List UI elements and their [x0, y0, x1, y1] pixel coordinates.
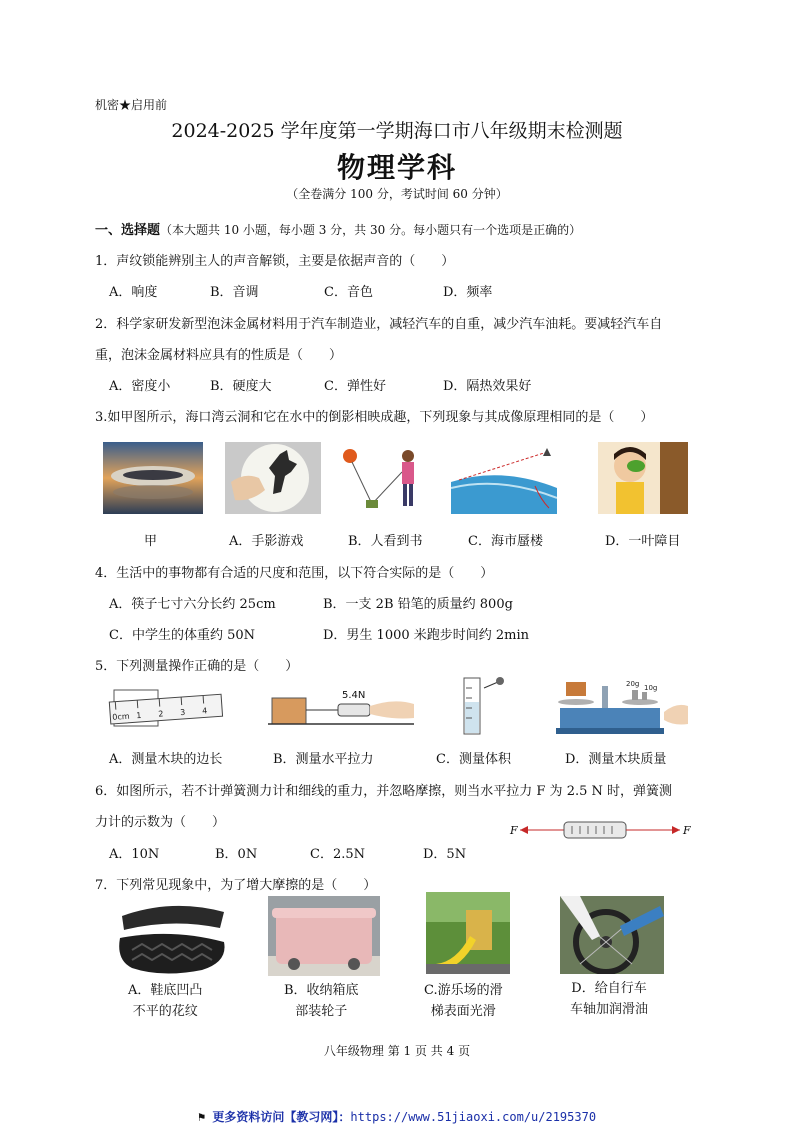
flag-icon: ⚑: [197, 1110, 206, 1124]
exam-title: 2024-2025 学年度第一学期海口市八年级期末检测题: [171, 120, 623, 142]
q7-option-d: [570, 978, 648, 1020]
q6-force-label: F: [683, 824, 691, 837]
q7-option-c: [424, 980, 503, 1022]
q1-option-a: A．响度: [109, 285, 158, 300]
q6-force-label: F: [510, 824, 518, 837]
q5-weight-label: 20g: [626, 680, 640, 688]
q5-option-d: D．测量木块质量: [565, 752, 667, 767]
q1-stem: 1．声纹锁能辨别主人的声音解锁，主要是依据声音的（ ）: [95, 254, 455, 269]
q6-option-c: C．2.5N: [310, 847, 365, 862]
q2-option-b: B．硬度大: [210, 379, 272, 394]
page-number: 八年级物理 第 1 页 共 4 页: [323, 1044, 471, 1058]
q2-option-c: C．弹性好: [324, 379, 386, 394]
q5-spring-reading: 5.4N: [342, 690, 366, 701]
q3-fig-jia-building: [103, 442, 203, 514]
q6-fig-spring-scale: [508, 814, 694, 844]
q5-ruler-tick: 3: [179, 707, 186, 718]
q6-option-b: B．0N: [215, 847, 258, 862]
q5-fig-cylinder: [458, 672, 506, 736]
q7-fig-storage-box: [268, 896, 380, 976]
q6-stem-line1: 6．如图所示，若不计弹簧测力计和细线的重力，并忽略摩擦，则当水平拉力 F 为 2.5 N 时，弹簧测: [95, 784, 673, 799]
exam-note: （全卷满分 100 分，考试时间 60 分钟）: [286, 187, 508, 201]
q3-option-b: B．人看到书: [348, 534, 423, 549]
q5-ruler-tick: 4: [201, 706, 208, 716]
q7-fig-bike-axle: [560, 896, 664, 974]
q7-option-b: [284, 980, 359, 1022]
q6-stem-line2: 力计的示数为（ ）: [95, 815, 226, 830]
q7-option-b-line1: B．收纳箱底: [284, 983, 359, 998]
q7-stem: 7．下列常见现象中，为了增大摩擦的是（ ）: [95, 878, 377, 893]
q3-option-a: A．手影游戏: [229, 534, 304, 549]
q5-fig-balance: [552, 672, 688, 738]
q5-option-a: A．测量木块的边长: [109, 752, 223, 767]
q2-stem-line1: 2．科学家研发新型泡沫金属材料用于汽车制造业，减轻汽车的自重，减少汽车油耗。要减轻汽车自: [95, 317, 663, 332]
q2-option-d: D．隔热效果好: [443, 379, 532, 394]
q7-option-a-line1: A．鞋底凹凸: [128, 983, 203, 998]
q4-option-a: A．筷子七寸六分长约 25cm: [109, 597, 276, 612]
q4-option-b: B．一支 2B 铅笔的质量约 800g: [323, 597, 513, 612]
q3-fig-mirage: [451, 442, 557, 514]
q7-option-b-line2: 部装轮子: [295, 1004, 348, 1019]
q6-option-a: A．10N: [109, 847, 160, 862]
q5-option-b: B．测量水平拉力: [273, 752, 374, 767]
q1-option-c: C．音色: [324, 285, 373, 300]
q3-option-c: C．海市蜃楼: [468, 534, 543, 549]
footer-link[interactable]: [0, 1108, 794, 1125]
q5-ruler-tick: 1: [136, 710, 142, 721]
q7-fig-slide: [426, 892, 510, 974]
q5-fig-spring-pull: [268, 684, 414, 734]
q4-option-d: D．男生 1000 米跑步时间约 2min: [323, 628, 530, 643]
q7-option-c-line1: C.游乐场的滑: [424, 983, 503, 998]
footer-link-url[interactable]: https://www.51jiaoxi.com/u/2195370: [350, 1110, 597, 1124]
section-heading: [95, 219, 581, 238]
q2-option-a: A．密度小: [109, 379, 171, 394]
q5-option-c: C．测量体积: [436, 752, 511, 767]
q7-option-d-line1: D．给自行车: [571, 981, 647, 996]
q3-option-d: D．一叶障目: [605, 534, 681, 549]
q3-fig-person-reading: [336, 442, 428, 514]
q7-option-a: [128, 980, 202, 1022]
section-desc: （本大题共 10 小题，每小题 3 分，共 30 分。每小题只有一个选项是正确的）: [160, 223, 582, 237]
q3-fig-hand-shadow: [225, 442, 321, 514]
subject-title: 物理学科: [336, 151, 457, 184]
q4-stem: 4．生活中的事物都有合适的尺度和范围，以下符合实际的是（ ）: [95, 566, 494, 581]
q6-option-d: D．5N: [423, 847, 467, 862]
q4-option-c: C．中学生的体重约 50N: [109, 628, 255, 643]
q5-ruler-unit: 0cm: [112, 711, 130, 722]
q2-stem-line2: 重，泡沫金属材料应具有的性质是（ ）: [95, 348, 343, 363]
confidential-mark: 机密★启用前: [95, 98, 168, 112]
q5-stem: 5．下列测量操作正确的是（ ）: [95, 659, 299, 674]
q5-weight-label: 10g: [644, 684, 658, 692]
q1-option-d: D．频率: [443, 285, 493, 300]
q1-option-b: B．音调: [210, 285, 259, 300]
section-title: 一、选择题: [95, 223, 161, 238]
q7-fig-shoe-sole: [112, 898, 230, 978]
q7-option-a-line2: 不平的花纹: [132, 1004, 198, 1019]
q3-stem: 3.如甲图所示，海口湾云洞和它在水中的倒影相映成趣，下列现象与其成像原理相同的是（ ）: [95, 410, 654, 425]
q7-option-c-line2: 梯表面光滑: [430, 1004, 496, 1019]
q3-fig-leaf-eye: [598, 442, 688, 514]
q3-caption-jia: 甲: [144, 534, 158, 549]
q5-ruler-tick: 2: [157, 709, 164, 719]
footer-link-label: 更多资料访问【教习网】：: [212, 1110, 351, 1124]
q7-option-d-line2: 车轴加润滑油: [570, 1002, 649, 1017]
q5-fig-ruler: [108, 680, 226, 734]
